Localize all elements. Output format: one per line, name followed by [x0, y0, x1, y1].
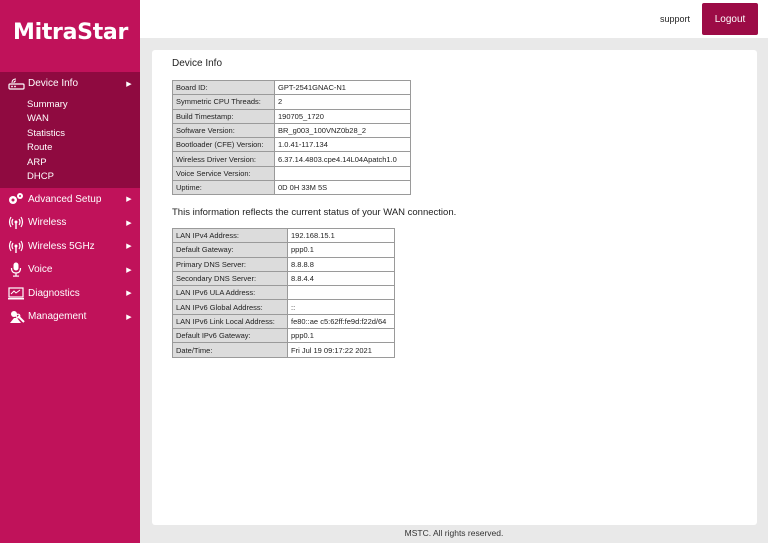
field-value	[288, 286, 395, 300]
field-value: 8.8.8.8	[288, 257, 395, 271]
chevron-right-icon: ▶	[126, 243, 132, 251]
sidebar-item-advanced-setup[interactable]	[0, 188, 140, 212]
field-label: Default IPv6 Gateway:	[173, 329, 288, 343]
content-panel	[152, 50, 757, 525]
field-label: LAN IPv4 Address:	[173, 229, 288, 243]
table-row	[173, 109, 411, 123]
field-label: Software Version:	[173, 123, 275, 137]
field-label: Primary DNS Server:	[173, 257, 288, 271]
table-row	[173, 95, 411, 109]
table-row	[173, 81, 411, 95]
support-link[interactable]: support	[659, 14, 690, 24]
field-label: Bootloader (CFE) Version:	[173, 138, 275, 152]
sidebar-nav	[0, 72, 140, 329]
field-value: 6.37.14.4803.cpe4.14L04Apatch1.0	[275, 152, 411, 166]
sidebar-item-management[interactable]	[0, 305, 140, 329]
table-row	[173, 229, 395, 243]
field-label: LAN IPv6 Global Address:	[173, 300, 288, 314]
field-label: LAN IPv6 Link Local Address:	[173, 314, 288, 328]
sidebar	[0, 0, 140, 543]
sidebar-subitem-arp[interactable]: ARP	[27, 156, 47, 168]
field-value	[275, 166, 411, 180]
field-value: BR_g003_100VNZ0b28_2	[275, 123, 411, 137]
field-value: 8.8.4.4	[288, 271, 395, 285]
table-row	[173, 257, 395, 271]
chevron-right-icon: ▶	[126, 196, 132, 204]
table-row	[173, 152, 411, 166]
field-value: 192.168.15.1	[288, 229, 395, 243]
table-row	[173, 138, 411, 152]
device-info-submenu	[0, 96, 140, 188]
chevron-right-icon: ▶	[126, 290, 132, 298]
field-label: Default Gateway:	[173, 243, 288, 257]
brand-logo	[0, 0, 140, 70]
table-row	[173, 329, 395, 343]
table-row	[173, 243, 395, 257]
sidebar-item-diagnostics[interactable]	[0, 282, 140, 306]
table-row	[173, 181, 411, 195]
field-value: 1.0.41-117.134	[275, 138, 411, 152]
table-row	[173, 343, 395, 357]
brand-name: MitraStar	[13, 20, 129, 45]
sidebar-item-label: Wireless 5GHz	[28, 240, 95, 252]
table-row	[173, 300, 395, 314]
wan-status-note: This information reflects the current status of your WAN connection.	[172, 207, 457, 218]
field-label: LAN IPv6 ULA Address:	[173, 286, 288, 300]
sidebar-item-label: Advanced Setup	[28, 193, 102, 205]
field-value: ppp0.1	[288, 329, 395, 343]
field-value: 0D 0H 33M 5S	[275, 181, 411, 195]
wireless-icon	[7, 216, 25, 230]
field-label: Build Timestamp:	[173, 109, 275, 123]
sidebar-item-device-info[interactable]	[0, 72, 140, 96]
sidebar-item-label: Diagnostics	[28, 287, 80, 299]
table-row	[173, 286, 395, 300]
wan-info-table	[172, 228, 395, 358]
chevron-right-icon: ▶	[126, 266, 132, 274]
device-info-icon	[7, 77, 25, 91]
sidebar-item-label: Management	[28, 311, 87, 323]
field-label: Date/Time:	[173, 343, 288, 357]
sidebar-subitem-dhcp[interactable]: DHCP	[27, 171, 54, 182]
field-label: Secondary DNS Server:	[173, 271, 288, 285]
field-label: Board ID:	[173, 81, 275, 95]
field-value: Fri Jul 19 09:17:22 2021	[288, 343, 395, 357]
field-value: fe80::ae c5:62ff:fe9d:f22d/64	[288, 314, 395, 328]
footer-copyright: MSTC. All rights reserved.	[404, 528, 504, 538]
field-value: 2	[275, 95, 411, 109]
table-row	[173, 166, 411, 180]
field-value: ::	[288, 300, 395, 314]
field-value: ppp0.1	[288, 243, 395, 257]
chevron-right-icon: ▶	[126, 219, 132, 227]
chevron-right-icon: ▶	[126, 80, 132, 88]
field-label: Voice Service Version:	[173, 166, 275, 180]
top-header	[140, 0, 768, 38]
table-row	[173, 314, 395, 328]
sidebar-subitem-statistics[interactable]: Statistics	[27, 127, 66, 139]
sidebar-item-label: Voice	[28, 264, 53, 276]
wireless-icon	[7, 239, 25, 253]
gears-icon	[7, 192, 25, 206]
sidebar-item-label: Device Info	[28, 78, 79, 90]
sidebar-subitem-wan[interactable]: WAN	[27, 113, 49, 124]
page-title: Device Info	[172, 58, 223, 69]
sidebar-subitem-summary[interactable]: Summary	[27, 98, 68, 110]
field-label: Uptime:	[173, 181, 275, 195]
sidebar-subitem-route[interactable]: Route	[27, 142, 53, 153]
sidebar-item-voice[interactable]	[0, 258, 140, 282]
field-value: GPT-2541GNAC-N1	[275, 81, 411, 95]
table-row	[173, 123, 411, 137]
device-info-table	[172, 80, 411, 195]
tools-icon	[7, 310, 25, 324]
sidebar-item-wireless[interactable]	[0, 211, 140, 235]
sidebar-item-wireless-5ghz[interactable]	[0, 235, 140, 259]
field-label: Wireless Driver Version:	[173, 152, 275, 166]
table-row	[173, 271, 395, 285]
diagnostics-icon	[7, 286, 25, 300]
field-label: Symmetric CPU Threads:	[173, 95, 275, 109]
field-value: 190705_1720	[275, 109, 411, 123]
chevron-right-icon: ▶	[126, 313, 132, 321]
microphone-icon	[7, 263, 25, 277]
logout-button[interactable]: Logout	[702, 3, 758, 35]
sidebar-item-label: Wireless	[28, 217, 67, 229]
